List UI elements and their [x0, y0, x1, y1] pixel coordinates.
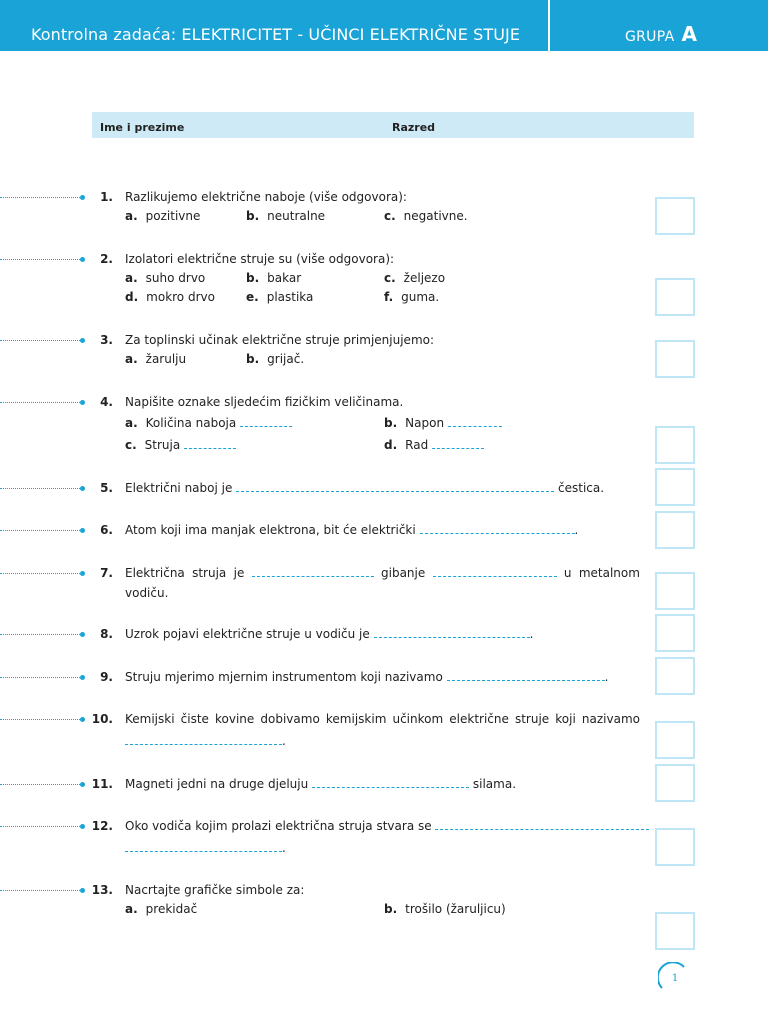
- question-9: [0, 670, 768, 710]
- question-number: 5.: [100, 481, 113, 495]
- question-4: [0, 395, 768, 452]
- answer-blank[interactable]: [432, 438, 484, 449]
- score-box[interactable]: [655, 197, 695, 235]
- option-c: c. željezo: [384, 271, 446, 285]
- header-bar: [0, 0, 768, 51]
- leader-dots: [0, 890, 80, 891]
- question-text: Atom koji ima manjak elektrona, bit će električki .: [125, 523, 579, 537]
- question-text: Napišite oznake sljedećim fizičkim veličinama.: [125, 395, 404, 409]
- answer-blank[interactable]: [448, 416, 502, 427]
- leader-dots: [0, 402, 80, 403]
- question-1: [0, 190, 768, 230]
- option-d: d. Rad: [384, 438, 484, 452]
- score-box[interactable]: [655, 614, 695, 652]
- leader-dots: [0, 488, 80, 489]
- question-5: [0, 481, 768, 521]
- question-number: 3.: [100, 333, 113, 347]
- question-10: [0, 712, 768, 752]
- question-text: Za toplinski učinak električne struje primjenjujemo:: [125, 333, 435, 347]
- score-box[interactable]: [655, 511, 695, 549]
- leader-dots: [0, 826, 80, 827]
- bullet-dot: [80, 571, 85, 576]
- page-number-text: 1: [671, 973, 679, 984]
- question-12: [0, 819, 768, 859]
- question-text-continued: .: [125, 734, 286, 748]
- score-box[interactable]: [655, 721, 695, 759]
- bullet-dot: [80, 257, 85, 262]
- question-number: 4.: [100, 395, 113, 409]
- option-b: b. neutralne: [246, 209, 326, 223]
- bullet-dot: [80, 338, 85, 343]
- question-text: Nacrtajte grafičke simbole za:: [125, 883, 305, 897]
- bullet-dot: [80, 400, 85, 405]
- leader-dots: [0, 634, 80, 635]
- group-indicator: [625, 22, 697, 46]
- leader-dots: [0, 784, 80, 785]
- answer-blank[interactable]: [125, 734, 282, 745]
- score-box[interactable]: [655, 278, 695, 316]
- bullet-dot: [80, 486, 85, 491]
- bullet-dot: [80, 782, 85, 787]
- question-number: 7.: [100, 566, 113, 580]
- bullet-dot: [80, 675, 85, 680]
- answer-blank[interactable]: [236, 481, 554, 492]
- leader-dots: [0, 340, 80, 341]
- score-box[interactable]: [655, 468, 695, 506]
- option-d: d. mokro drvo: [125, 290, 215, 304]
- leader-dots: [0, 530, 80, 531]
- bullet-dot: [80, 824, 85, 829]
- question-text: Struju mjerimo mjernim instrumentom koji nazivamo .: [125, 670, 609, 684]
- question-text: Uzrok pojavi električne struje u vodiču je .: [125, 627, 534, 641]
- question-13: [0, 883, 768, 923]
- question-2: [0, 252, 768, 304]
- answer-blank[interactable]: [435, 819, 649, 830]
- leader-dots: [0, 573, 80, 574]
- question-text-continued: .: [125, 841, 286, 855]
- question-number: 10.: [91, 712, 113, 726]
- bullet-dot: [80, 195, 85, 200]
- name-class-bar: [92, 112, 694, 138]
- answer-blank[interactable]: [312, 777, 469, 788]
- question-text-continued: vodiču.: [125, 586, 169, 600]
- option-a: a. pozitivne: [125, 209, 201, 223]
- question-text: Oko vodiča kojim prolazi električna struja stvara se: [125, 819, 649, 833]
- bullet-dot: [80, 632, 85, 637]
- question-number: 13.: [91, 883, 113, 897]
- question-number: 2.: [100, 252, 113, 266]
- question-text: Kemijski čiste kovine dobivamo kemijskim učinkom električne struje koji nazivamo: [125, 712, 640, 726]
- question-3: [0, 333, 768, 373]
- answer-blank[interactable]: [420, 523, 575, 534]
- option-f: f. guma.: [384, 290, 440, 304]
- option-a: a. žarulju: [125, 352, 187, 366]
- answer-blank[interactable]: [252, 566, 374, 577]
- option-a: a. Količina naboja: [125, 416, 292, 430]
- score-box[interactable]: [655, 572, 695, 610]
- header-divider: [548, 0, 550, 51]
- leader-dots: [0, 719, 80, 720]
- question-text: Električna struja je gibanje u metalnom: [125, 566, 640, 580]
- question-6: [0, 523, 768, 563]
- score-box[interactable]: [655, 912, 695, 950]
- question-number: 1.: [100, 190, 113, 204]
- score-box[interactable]: [655, 426, 695, 464]
- bullet-dot: [80, 717, 85, 722]
- leader-dots: [0, 677, 80, 678]
- answer-blank[interactable]: [125, 841, 282, 852]
- question-text: Izolatori električne struje su (više odgovora):: [125, 252, 395, 266]
- question-7: [0, 566, 768, 606]
- question-11: [0, 777, 768, 817]
- answer-blank[interactable]: [433, 566, 557, 577]
- question-text: Magneti jedni na druge djeluju silama.: [125, 777, 517, 791]
- option-a: a. suho drvo: [125, 271, 206, 285]
- class-label: Razred: [392, 121, 436, 134]
- group-label: GRUPA: [625, 29, 675, 45]
- bullet-dot: [80, 888, 85, 893]
- leader-dots: [0, 197, 80, 198]
- question-number: 12.: [91, 819, 113, 833]
- question-number: 6.: [100, 523, 113, 537]
- option-b: b. bakar: [246, 271, 302, 285]
- question-number: 8.: [100, 627, 113, 641]
- name-label: Ime i prezime: [100, 121, 185, 134]
- question-8: [0, 627, 768, 667]
- question-text: Razlikujemo električne naboje (više odgovora):: [125, 190, 407, 204]
- answer-blank[interactable]: [447, 670, 605, 681]
- option-c: c. negativne.: [384, 209, 468, 223]
- score-box[interactable]: [655, 764, 695, 802]
- answer-blank[interactable]: [240, 416, 292, 427]
- score-box[interactable]: [655, 828, 695, 866]
- worksheet-title: Kontrolna zadaća: ELEKTRICITET - UČINCI ELEKTRIČNE STUJE: [31, 24, 521, 44]
- answer-blank[interactable]: [184, 438, 236, 449]
- question-number: 9.: [100, 670, 113, 684]
- option-c: c. Struja: [125, 438, 236, 452]
- question-text: Električni naboj je čestica.: [125, 481, 605, 495]
- score-box[interactable]: [655, 340, 695, 378]
- option-e: e. plastika: [246, 290, 314, 304]
- option-a: a. prekidač: [125, 902, 198, 916]
- leader-dots: [0, 259, 80, 260]
- option-b: b. Napon: [384, 416, 502, 430]
- bullet-dot: [80, 528, 85, 533]
- score-box[interactable]: [655, 657, 695, 695]
- group-letter: A: [681, 22, 698, 46]
- option-b: b. trošilo (žaruljicu): [384, 902, 506, 916]
- question-number: 11.: [91, 777, 113, 791]
- answer-blank[interactable]: [374, 627, 530, 638]
- page-number: [658, 962, 692, 996]
- option-b: b. grijač.: [246, 352, 305, 366]
